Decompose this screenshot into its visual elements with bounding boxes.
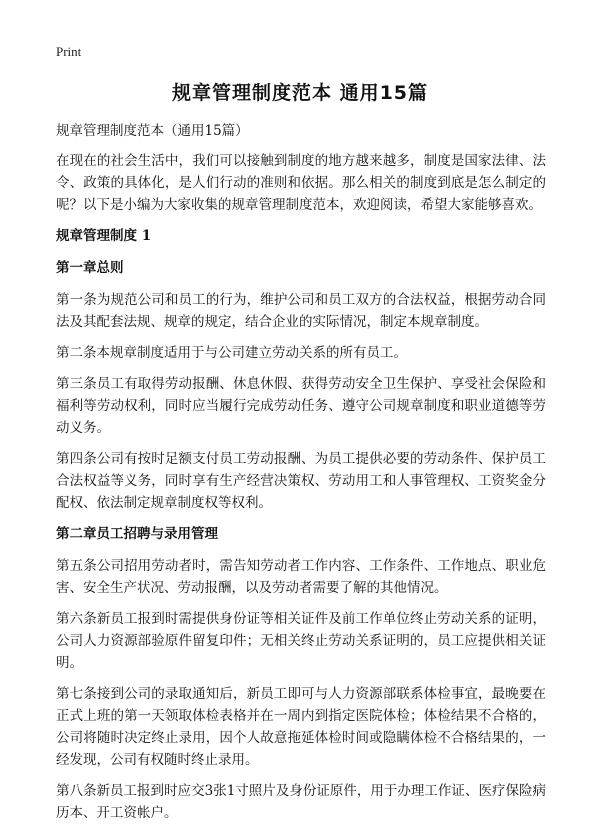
article-paragraph: 第八条新员工报到时应交3张1寸照片及身份证原件，用于办理工作证、医疗保险病历本、开工资帐户。 [56,783,546,821]
document-subtitle: 规章管理制度范本（通用15篇） [56,123,249,139]
section-heading: 规章管理制度 1 [56,228,152,244]
document-title: 规章管理制度范本 通用15篇 [171,82,429,104]
article-paragraph: 第二条本规章制度适用于与公司建立劳动关系的所有员工。 [56,345,407,361]
document-body [56,120,546,833]
chapter-heading: 第二章员工招聘与录用管理 [56,526,218,542]
article-paragraph: 第七条接到公司的录取通知后，新员工即可与人力资源部联系体检事宜，最晚要在正式上班的第一天领取体检表格并在一周内到指定医院体检；体检结果不合格的，公司将随时决定终止录用，因个人故意拖延体检时间或隐瞒体检不合格结果的，一经发现，公司有权随时终止录用。 [56,686,546,768]
print-link[interactable]: Print [56,44,82,59]
article-paragraph: 第一条为规范公司和员工的行为，维护公司和员工双方的合法权益，根据劳动合同法及其配套法规、规章的规定，结合企业的实际情况，制定本规章制度。 [56,292,546,330]
intro-paragraph: 在现在的社会生活中，我们可以接触到制度的地方越来越多，制度是国家法律、法令、政策的具体化，是人们行动的准则和依据。那么相关的制度到底是怎么制定的呢？以下是小编为大家收集的规章管理制度范本，欢迎阅读，希望大家能够喜欢。 [56,153,546,213]
article-paragraph: 第四条公司有按时足额支付员工劳动报酬、为员工提供必要的劳动条件、保护员工合法权益等义务，同时享有生产经营决策权、劳动用工和人事管理权、工资奖金分配权、依法制定规章制度权等权利。 [56,451,546,511]
article-paragraph: 第五条公司招用劳动者时，需告知劳动者工作内容、工作条件、工作地点、职业危害、安全生产状况、劳动报酬，以及劳动者需要了解的其他情况。 [56,558,546,596]
article-paragraph: 第三条员工有取得劳动报酬、休息休假、获得劳动安全卫生保护、享受社会保险和福利等劳动权利，同时应当履行完成劳动任务、遵守公司规章制度和职业道德等劳动义务。 [56,376,546,436]
chapter-heading: 第一章总则 [56,260,124,276]
article-paragraph: 第六条新员工报到时需提供身份证等相关证件及前工作单位终止劳动关系的证明，公司人力资源部验原件留复印件；无相关终止劳动关系证明的，员工应提供相关证明。 [56,611,546,671]
